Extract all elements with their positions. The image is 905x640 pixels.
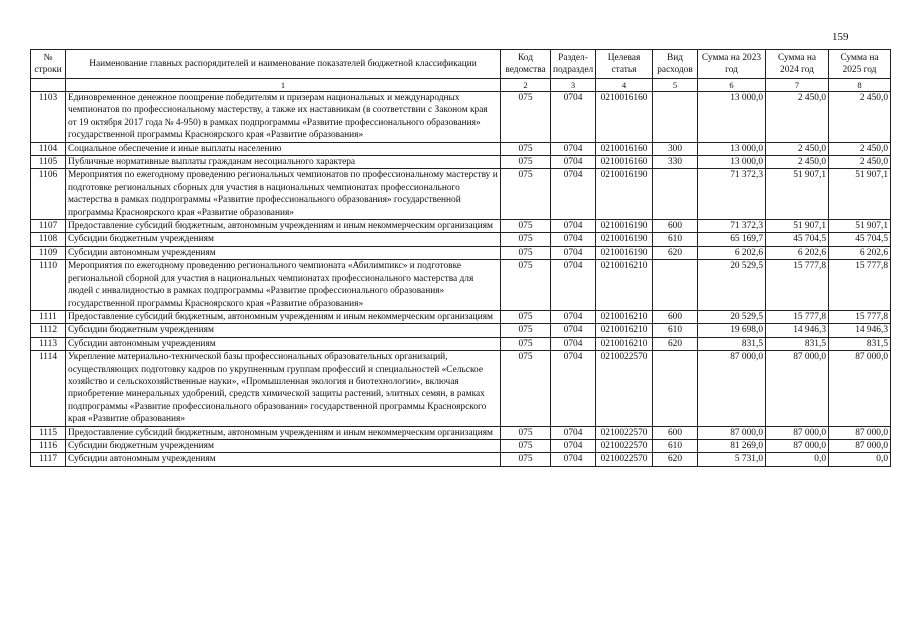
item-name-cell: Мероприятия по ежегодному проведению региональных чемпионатов по профессиональному мастерству и подготовке региональных сборных для участия в национальных чемпионатах профессионального мастерства в рамках подпрограммы «Развитие профессионального образования» государственной программы Красноярского края «Развитие образования» bbox=[66, 169, 501, 220]
table-row bbox=[31, 246, 891, 259]
sum-2025-cell: 2 450,0 bbox=[829, 142, 891, 155]
sum-2024-cell: 87 000,0 bbox=[766, 351, 829, 426]
expense-type-cell: 330 bbox=[653, 156, 698, 169]
column-number: 1 bbox=[66, 79, 501, 92]
target-article-cell: 0210016210 bbox=[596, 260, 653, 311]
section-code-cell: 0704 bbox=[551, 246, 596, 259]
sum-2025-cell: 831,5 bbox=[829, 337, 891, 350]
sum-2025-cell: 2 450,0 bbox=[829, 156, 891, 169]
table-row bbox=[31, 426, 891, 439]
department-code-cell: 075 bbox=[501, 453, 551, 466]
section-code-cell: 0704 bbox=[551, 169, 596, 220]
sum-2024-cell: 15 777,8 bbox=[766, 310, 829, 323]
sum-2025-cell: 51 907,1 bbox=[829, 220, 891, 233]
sum-2025-cell: 45 704,5 bbox=[829, 233, 891, 246]
target-article-cell: 0210016190 bbox=[596, 246, 653, 259]
expense-type-cell: 610 bbox=[653, 439, 698, 452]
expense-type-cell bbox=[653, 260, 698, 311]
sum-2024-cell: 2 450,0 bbox=[766, 142, 829, 155]
table-row bbox=[31, 337, 891, 350]
section-code-cell: 0704 bbox=[551, 453, 596, 466]
expense-type-cell: 610 bbox=[653, 324, 698, 337]
item-name-cell: Субсидии автономным учреждениям bbox=[66, 453, 501, 466]
column-number: 4 bbox=[596, 79, 653, 92]
table-row bbox=[31, 351, 891, 426]
sum-2023-cell: 13 000,0 bbox=[698, 92, 766, 143]
section-code-cell: 0704 bbox=[551, 439, 596, 452]
column-header-section: Раздел-подраздел bbox=[551, 50, 596, 79]
row-number-cell: 1109 bbox=[31, 246, 66, 259]
sum-2025-cell: 6 202,6 bbox=[829, 246, 891, 259]
department-code-cell: 075 bbox=[501, 92, 551, 143]
expense-type-cell bbox=[653, 169, 698, 220]
item-name-cell: Единовременное денежное поощрение победителям и призерам национальных и международных чемпионатов по профессиональному мастерству, а также их наставникам (в соответствии с Законом края от 19 октября 2017 года № 4-950) в рамках подпрограммы «Развитие профессионального образования» государственной программы Красноярского края «Развитие образования» bbox=[66, 92, 501, 143]
expense-type-cell: 300 bbox=[653, 142, 698, 155]
section-code-cell: 0704 bbox=[551, 310, 596, 323]
target-article-cell: 0210016190 bbox=[596, 169, 653, 220]
column-number: 6 bbox=[698, 79, 766, 92]
target-article-cell: 0210022570 bbox=[596, 426, 653, 439]
table-row bbox=[31, 169, 891, 220]
expense-type-cell bbox=[653, 351, 698, 426]
department-code-cell: 075 bbox=[501, 220, 551, 233]
item-name-cell: Предоставление субсидий бюджетным, автономным учреждениям и иным некоммерческим организациям bbox=[66, 310, 501, 323]
item-name-cell: Субсидии автономным учреждениям bbox=[66, 337, 501, 350]
target-article-cell: 0210022570 bbox=[596, 439, 653, 452]
table-row bbox=[31, 439, 891, 452]
row-number-cell: 1108 bbox=[31, 233, 66, 246]
item-name-cell: Предоставление субсидий бюджетным, автономным учреждениям и иным некоммерческим организациям bbox=[66, 426, 501, 439]
page-number: 159 bbox=[832, 31, 849, 43]
row-number-cell: 1103 bbox=[31, 92, 66, 143]
department-code-cell: 075 bbox=[501, 337, 551, 350]
department-code-cell: 075 bbox=[501, 426, 551, 439]
section-code-cell: 0704 bbox=[551, 351, 596, 426]
target-article-cell: 0210016190 bbox=[596, 233, 653, 246]
column-header-row-number: № строки bbox=[31, 50, 66, 79]
section-code-cell: 0704 bbox=[551, 337, 596, 350]
expense-type-cell: 600 bbox=[653, 310, 698, 323]
sum-2023-cell: 81 269,0 bbox=[698, 439, 766, 452]
sum-2025-cell: 51 907,1 bbox=[829, 169, 891, 220]
budget-table bbox=[30, 49, 891, 467]
sum-2023-cell: 13 000,0 bbox=[698, 156, 766, 169]
column-header-target-article: Целевая статья bbox=[596, 50, 653, 79]
column-header-name: Наименование главных распорядителей и наименование показателей бюджетной классификации bbox=[66, 50, 501, 79]
sum-2023-cell: 6 202,6 bbox=[698, 246, 766, 259]
sum-2025-cell: 87 000,0 bbox=[829, 426, 891, 439]
sum-2023-cell: 87 000,0 bbox=[698, 351, 766, 426]
sum-2023-cell: 20 529,5 bbox=[698, 310, 766, 323]
sum-2023-cell: 71 372,3 bbox=[698, 169, 766, 220]
target-article-cell: 0210016190 bbox=[596, 220, 653, 233]
section-code-cell: 0704 bbox=[551, 142, 596, 155]
table-row bbox=[31, 233, 891, 246]
column-number-row bbox=[31, 79, 891, 92]
item-name-cell: Субсидии бюджетным учреждениям bbox=[66, 233, 501, 246]
sum-2023-cell: 13 000,0 bbox=[698, 142, 766, 155]
section-code-cell: 0704 bbox=[551, 426, 596, 439]
table-body bbox=[31, 92, 891, 467]
target-article-cell: 0210016210 bbox=[596, 310, 653, 323]
table-row bbox=[31, 92, 891, 143]
department-code-cell: 075 bbox=[501, 233, 551, 246]
department-code-cell: 075 bbox=[501, 169, 551, 220]
header-row bbox=[31, 50, 891, 79]
section-code-cell: 0704 bbox=[551, 233, 596, 246]
sum-2023-cell: 831,5 bbox=[698, 337, 766, 350]
sum-2025-cell: 15 777,8 bbox=[829, 260, 891, 311]
sum-2025-cell: 15 777,8 bbox=[829, 310, 891, 323]
table-row bbox=[31, 324, 891, 337]
section-code-cell: 0704 bbox=[551, 156, 596, 169]
sum-2024-cell: 45 704,5 bbox=[766, 233, 829, 246]
column-header-expense-type: Вид расходов bbox=[653, 50, 698, 79]
row-number-cell: 1112 bbox=[31, 324, 66, 337]
sum-2024-cell: 87 000,0 bbox=[766, 439, 829, 452]
sum-2024-cell: 51 907,1 bbox=[766, 220, 829, 233]
row-number-cell: 1116 bbox=[31, 439, 66, 452]
row-number-cell: 1107 bbox=[31, 220, 66, 233]
table-row bbox=[31, 453, 891, 466]
department-code-cell: 075 bbox=[501, 142, 551, 155]
sum-2024-cell: 2 450,0 bbox=[766, 92, 829, 143]
column-number: 8 bbox=[829, 79, 891, 92]
item-name-cell: Субсидии автономным учреждениям bbox=[66, 246, 501, 259]
section-code-cell: 0704 bbox=[551, 260, 596, 311]
department-code-cell: 075 bbox=[501, 310, 551, 323]
sum-2023-cell: 65 169,7 bbox=[698, 233, 766, 246]
target-article-cell: 0210016160 bbox=[596, 92, 653, 143]
expense-type-cell: 610 bbox=[653, 233, 698, 246]
department-code-cell: 075 bbox=[501, 156, 551, 169]
column-number: 2 bbox=[501, 79, 551, 92]
target-article-cell: 0210022570 bbox=[596, 351, 653, 426]
sum-2025-cell: 14 946,3 bbox=[829, 324, 891, 337]
target-article-cell: 0210022570 bbox=[596, 453, 653, 466]
department-code-cell: 075 bbox=[501, 324, 551, 337]
item-name-cell: Укрепление материально-технической базы профессиональных образовательных организаций, осуществляющих подготовку кадров по укрупненным группам профессий и специальностей «Сельское хозяйство и сельскохозяйственные науки», «Промышленная экология и биотехнологии», включая приобретение минеральных удобрений, средств химической защиты растений, элитных семян, в рамках подпрограммы «Развитие профессионального образования» государственной программы Красноярского края «Развитие образования» bbox=[66, 351, 501, 426]
target-article-cell: 0210016160 bbox=[596, 156, 653, 169]
section-code-cell: 0704 bbox=[551, 220, 596, 233]
sum-2024-cell: 87 000,0 bbox=[766, 426, 829, 439]
expense-type-cell bbox=[653, 92, 698, 143]
table-row bbox=[31, 220, 891, 233]
expense-type-cell: 600 bbox=[653, 220, 698, 233]
table-row bbox=[31, 310, 891, 323]
target-article-cell: 0210016210 bbox=[596, 324, 653, 337]
sum-2024-cell: 831,5 bbox=[766, 337, 829, 350]
department-code-cell: 075 bbox=[501, 351, 551, 426]
row-number-cell: 1114 bbox=[31, 351, 66, 426]
sum-2023-cell: 71 372,3 bbox=[698, 220, 766, 233]
table-row bbox=[31, 142, 891, 155]
target-article-cell: 0210016210 bbox=[596, 337, 653, 350]
row-number-cell: 1113 bbox=[31, 337, 66, 350]
column-header-sum-2025: Сумма на 2025 год bbox=[829, 50, 891, 79]
column-number: 5 bbox=[653, 79, 698, 92]
sum-2025-cell: 87 000,0 bbox=[829, 439, 891, 452]
column-header-department-code: Код ведомства bbox=[501, 50, 551, 79]
item-name-cell: Социальное обеспечение и иные выплаты населению bbox=[66, 142, 501, 155]
column-header-sum-2024: Сумма на 2024 год bbox=[766, 50, 829, 79]
sum-2024-cell: 6 202,6 bbox=[766, 246, 829, 259]
sum-2023-cell: 20 529,5 bbox=[698, 260, 766, 311]
section-code-cell: 0704 bbox=[551, 92, 596, 143]
section-code-cell: 0704 bbox=[551, 324, 596, 337]
item-name-cell: Субсидии бюджетным учреждениям bbox=[66, 439, 501, 452]
table-row bbox=[31, 156, 891, 169]
expense-type-cell: 600 bbox=[653, 426, 698, 439]
row-number-cell: 1104 bbox=[31, 142, 66, 155]
row-number-cell: 1117 bbox=[31, 453, 66, 466]
sum-2023-cell: 19 698,0 bbox=[698, 324, 766, 337]
sum-2025-cell: 87 000,0 bbox=[829, 351, 891, 426]
sum-2023-cell: 5 731,0 bbox=[698, 453, 766, 466]
sum-2024-cell: 15 777,8 bbox=[766, 260, 829, 311]
sum-2024-cell: 2 450,0 bbox=[766, 156, 829, 169]
column-number: 3 bbox=[551, 79, 596, 92]
sum-2024-cell: 14 946,3 bbox=[766, 324, 829, 337]
sum-2023-cell: 87 000,0 bbox=[698, 426, 766, 439]
row-number-cell: 1110 bbox=[31, 260, 66, 311]
row-number-cell: 1106 bbox=[31, 169, 66, 220]
department-code-cell: 075 bbox=[501, 439, 551, 452]
department-code-cell: 075 bbox=[501, 246, 551, 259]
item-name-cell: Публичные нормативные выплаты гражданам несоциального характера bbox=[66, 156, 501, 169]
item-name-cell: Субсидии бюджетным учреждениям bbox=[66, 324, 501, 337]
row-number-cell: 1111 bbox=[31, 310, 66, 323]
expense-type-cell: 620 bbox=[653, 246, 698, 259]
sum-2025-cell: 0,0 bbox=[829, 453, 891, 466]
item-name-cell: Предоставление субсидий бюджетным, автономным учреждениям и иным некоммерческим организациям bbox=[66, 220, 501, 233]
column-number: 7 bbox=[766, 79, 829, 92]
sum-2024-cell: 51 907,1 bbox=[766, 169, 829, 220]
item-name-cell: Мероприятия по ежегодному проведению регионального чемпионата «Абилимпикс» и подготовке региональной сборной для участия в национальных чемпионатах профессионального мастерства для людей с инвалидностью в рамках подпрограммы «Развитие профессионального образования» государственной программы Красноярского края «Развитие образования» bbox=[66, 260, 501, 311]
target-article-cell: 0210016160 bbox=[596, 142, 653, 155]
row-number-cell: 1115 bbox=[31, 426, 66, 439]
expense-type-cell: 620 bbox=[653, 453, 698, 466]
sum-2025-cell: 2 450,0 bbox=[829, 92, 891, 143]
sum-2024-cell: 0,0 bbox=[766, 453, 829, 466]
department-code-cell: 075 bbox=[501, 260, 551, 311]
column-header-sum-2023: Сумма на 2023 год bbox=[698, 50, 766, 79]
table-row bbox=[31, 260, 891, 311]
row-number-cell: 1105 bbox=[31, 156, 66, 169]
expense-type-cell: 620 bbox=[653, 337, 698, 350]
column-number bbox=[31, 79, 66, 92]
